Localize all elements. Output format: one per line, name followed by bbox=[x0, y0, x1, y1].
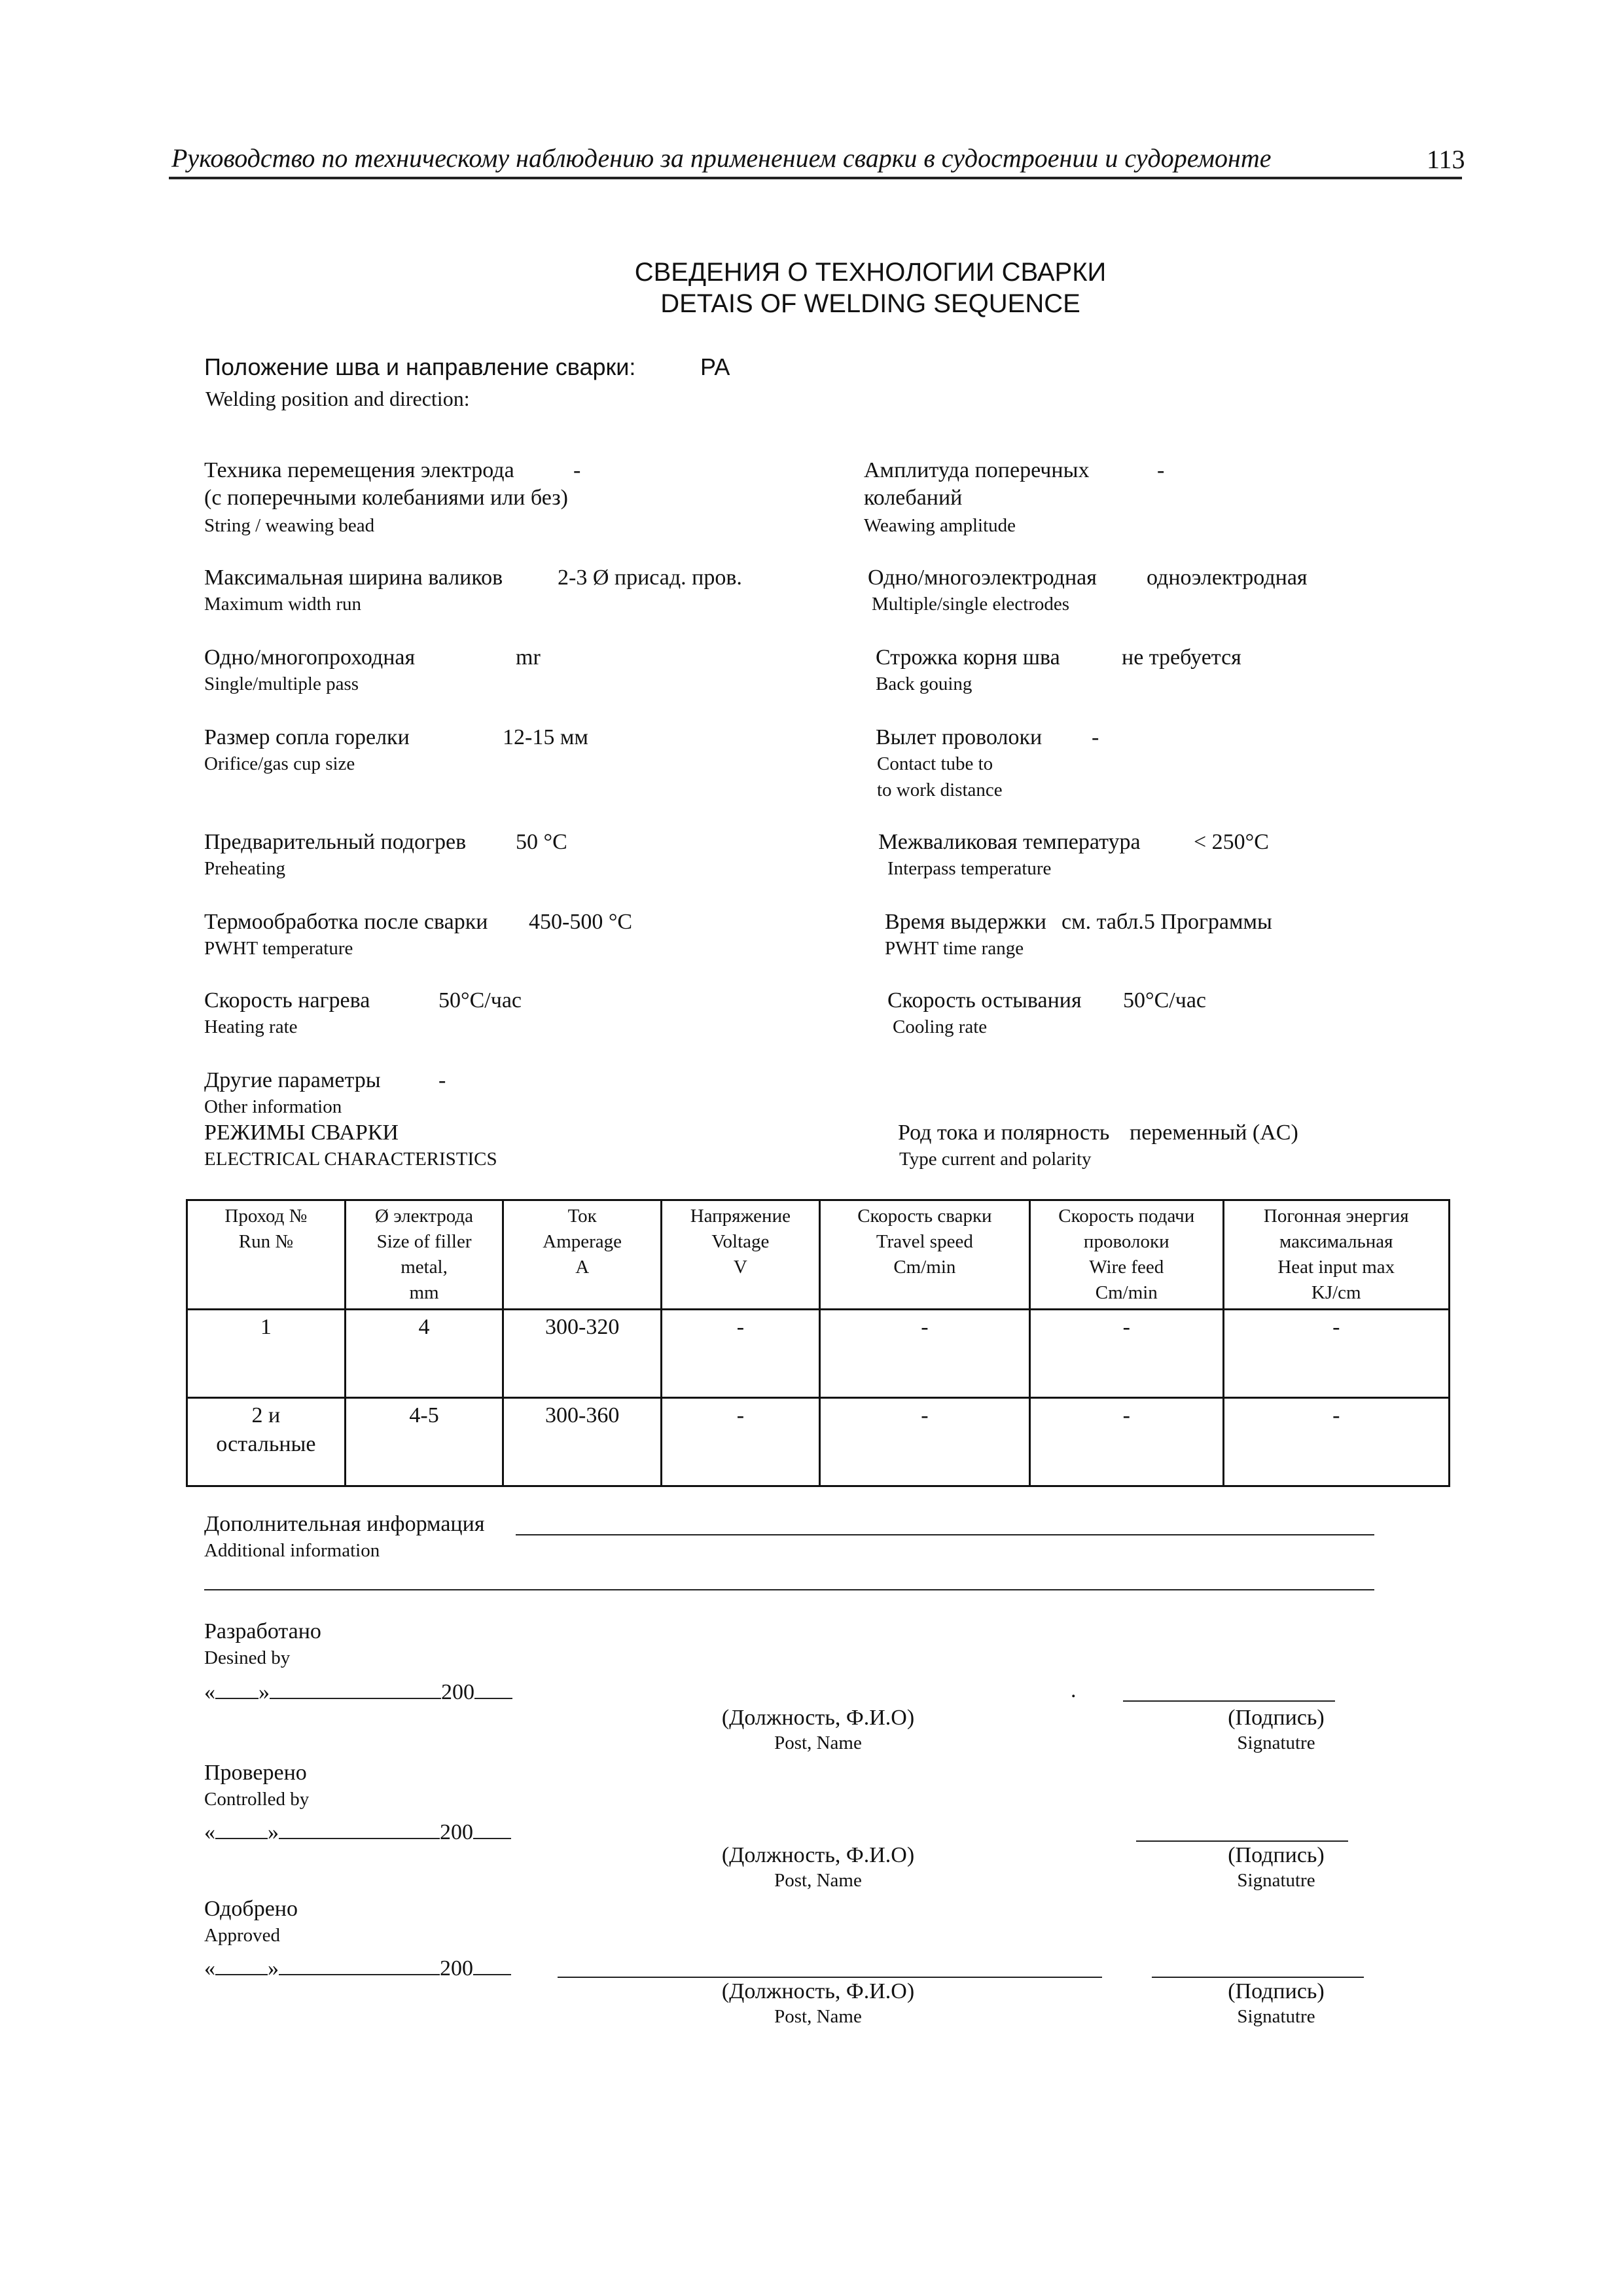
controlled-sign-label-en: Signatutre bbox=[1237, 1870, 1315, 1891]
date-day-blank[interactable] bbox=[215, 1677, 259, 1699]
table-header-cell bbox=[503, 1200, 662, 1310]
designed-sign-label: (Подпись) bbox=[1228, 1706, 1325, 1730]
cell-text: Cm/min bbox=[893, 1257, 956, 1278]
cell-text: 1 bbox=[260, 1315, 272, 1339]
date-close-quote: » bbox=[268, 1956, 279, 1981]
date-year-blank[interactable] bbox=[473, 1817, 511, 1839]
cell-text: Run № bbox=[238, 1231, 293, 1252]
approved-post-label-en: Post, Name bbox=[774, 2006, 862, 2027]
modes-label-en: ELECTRICAL CHARACTERISTICS bbox=[204, 1149, 497, 1170]
date-open-quote: « bbox=[204, 1680, 215, 1704]
approved-label: Одобрено bbox=[204, 1897, 298, 1921]
nozzle-label-en: Orifice/gas cup size bbox=[204, 753, 355, 774]
table-cell bbox=[661, 1398, 819, 1486]
preheat-label-en: Preheating bbox=[204, 858, 286, 879]
cell-text: Wire feed bbox=[1089, 1257, 1164, 1278]
cell-text: Проход № bbox=[224, 1206, 308, 1227]
cell-text: Voltage bbox=[711, 1231, 770, 1252]
table-header-cell bbox=[1030, 1200, 1223, 1310]
other-label-en: Other information bbox=[204, 1096, 342, 1117]
pwht-label-en: PWHT temperature bbox=[204, 938, 353, 959]
heating-rate-value: 50°C/час bbox=[438, 988, 522, 1013]
electrodes-value: одноэлектродная bbox=[1147, 565, 1308, 590]
table-cell bbox=[345, 1398, 503, 1486]
table-cell bbox=[819, 1398, 1029, 1486]
hold-time-label: Время выдержки bbox=[885, 910, 1046, 934]
cooling-rate-label: Скорость остывания bbox=[887, 988, 1082, 1013]
cell-text: Amperage bbox=[543, 1231, 622, 1252]
stickout-label: Вылет проволоки bbox=[876, 725, 1043, 749]
pwht-label: Термообработка после сварки bbox=[204, 910, 488, 934]
designed-sign-label-en: Signatutre bbox=[1237, 1732, 1315, 1753]
passes-value: mr bbox=[516, 645, 541, 670]
cell-text: Heat input max bbox=[1277, 1257, 1395, 1278]
cell-text: mm bbox=[409, 1282, 439, 1303]
cell-text: - bbox=[921, 1315, 929, 1339]
cell-text: 2 и bbox=[251, 1403, 281, 1427]
amplitude-label-en: Weawing amplitude bbox=[864, 515, 1016, 536]
controlled-post-label-en: Post, Name bbox=[774, 1870, 862, 1891]
date-open-quote: « bbox=[204, 1820, 215, 1844]
other-label: Другие параметры bbox=[204, 1068, 381, 1092]
cell-text: V bbox=[733, 1257, 747, 1278]
cell-text: проволоки bbox=[1083, 1231, 1169, 1252]
table-row bbox=[187, 1310, 1450, 1398]
cooling-rate-value: 50°C/час bbox=[1123, 988, 1207, 1013]
controlled-label-en: Controlled by bbox=[204, 1789, 310, 1810]
cell-text: - bbox=[1122, 1315, 1130, 1339]
date-month-blank[interactable] bbox=[279, 1817, 440, 1839]
interpass-label-en: Interpass temperature bbox=[887, 858, 1052, 879]
interpass-label: Межваликовая температура bbox=[878, 830, 1141, 854]
designed-label-en: Desined by bbox=[204, 1647, 291, 1668]
date-year-blank[interactable] bbox=[473, 1953, 511, 1975]
back-gouging-label: Строжка корня шва bbox=[876, 645, 1060, 670]
modes-label: РЕЖИМЫ СВАРКИ bbox=[204, 1121, 399, 1145]
passes-label: Одно/многопроходная bbox=[204, 645, 416, 670]
max-width-label-en: Maximum width run bbox=[204, 594, 362, 615]
cell-text: максимальная bbox=[1279, 1231, 1393, 1252]
cell-text: Travel speed bbox=[876, 1231, 973, 1252]
date-day-blank[interactable] bbox=[215, 1817, 268, 1839]
technique-label: Техника перемещения электрода bbox=[204, 458, 514, 482]
cell-text: - bbox=[921, 1403, 929, 1427]
cell-text: - bbox=[736, 1403, 745, 1427]
technique-value: - bbox=[573, 458, 581, 482]
table-cell bbox=[1030, 1398, 1223, 1486]
current-type-label-en: Type current and polarity bbox=[899, 1149, 1092, 1170]
additional-line-1[interactable] bbox=[516, 1534, 1374, 1535]
page-number: 113 bbox=[1427, 145, 1465, 174]
table-row bbox=[187, 1398, 1450, 1486]
stickout-label-en: Contact tube to bbox=[877, 753, 993, 774]
cell-text: Напряжение bbox=[690, 1206, 791, 1227]
heating-rate-label: Скорость нагрева bbox=[204, 988, 370, 1013]
additional-label-en: Additional information bbox=[204, 1540, 380, 1561]
amplitude-label: Амплитуда поперечных bbox=[864, 458, 1090, 482]
approved-sign-label: (Подпись) bbox=[1228, 1979, 1325, 2003]
current-type-value: переменный (AC) bbox=[1130, 1121, 1298, 1145]
approved-label-en: Approved bbox=[204, 1925, 280, 1946]
date-month-blank[interactable] bbox=[270, 1677, 441, 1699]
cell-text: - bbox=[1332, 1315, 1340, 1339]
date-close-quote: » bbox=[259, 1680, 270, 1704]
cell-text: Ток bbox=[567, 1206, 597, 1227]
controlled-post-label: (Должность, Ф.И.О) bbox=[721, 1843, 915, 1867]
controlled-sign-label: (Подпись) bbox=[1228, 1843, 1325, 1867]
amplitude-label-2: колебаний bbox=[864, 486, 963, 510]
date-year-prefix: 200 bbox=[440, 1956, 473, 1981]
date-open-quote: « bbox=[204, 1956, 215, 1981]
date-close-quote: » bbox=[268, 1820, 279, 1844]
controlled-label: Проверено bbox=[204, 1761, 307, 1785]
cell-text: metal, bbox=[401, 1257, 448, 1278]
stickout-label-en-2: to work distance bbox=[877, 780, 1003, 800]
welding-parameters-table bbox=[186, 1199, 1450, 1487]
cell-text: Скорость сварки bbox=[857, 1206, 992, 1227]
cell-text: Size of filler bbox=[376, 1231, 472, 1252]
amplitude-value: - bbox=[1157, 458, 1165, 482]
hold-time-value: см. табл.5 Программы bbox=[1061, 910, 1272, 934]
approved-post-label: (Должность, Ф.И.О) bbox=[721, 1979, 915, 2003]
nozzle-label: Размер сопла горелки bbox=[204, 725, 410, 749]
table-header-row bbox=[187, 1200, 1450, 1310]
date-month-blank[interactable] bbox=[279, 1953, 440, 1975]
table-cell bbox=[187, 1310, 346, 1398]
current-type-label: Род тока и полярность bbox=[898, 1121, 1110, 1145]
running-title: Руководство по техническому наблюдению за применением сварки в судостроении и судоремонте bbox=[171, 143, 1272, 173]
other-value: - bbox=[438, 1068, 446, 1092]
heating-rate-label-en: Heating rate bbox=[204, 1016, 298, 1037]
passes-label-en: Single/multiple pass bbox=[204, 673, 359, 694]
cell-text: 4 bbox=[418, 1315, 430, 1339]
cell-text: остальные bbox=[216, 1432, 316, 1456]
pwht-value: 450-500 °C bbox=[529, 910, 633, 934]
table-header-cell bbox=[661, 1200, 819, 1310]
back-gouging-value: не требуется bbox=[1122, 645, 1241, 670]
table-cell bbox=[819, 1310, 1029, 1398]
cell-text: 300-360 bbox=[545, 1403, 620, 1427]
cell-text: - bbox=[1122, 1403, 1130, 1427]
position-value: PA bbox=[700, 353, 730, 380]
preheat-value: 50 °C bbox=[516, 830, 567, 854]
table-cell bbox=[345, 1310, 503, 1398]
table-cell bbox=[661, 1310, 819, 1398]
date-year-prefix: 200 bbox=[441, 1680, 474, 1704]
table-header-cell bbox=[1223, 1200, 1449, 1310]
designed-dot: . bbox=[1071, 1678, 1077, 1702]
additional-label: Дополнительная информация bbox=[204, 1512, 485, 1536]
max-width-value: 2-3 Ø присад. пров. bbox=[558, 565, 742, 590]
title-ru: СВЕДЕНИЯ О ТЕХНОЛОГИИ СВАРКИ bbox=[634, 258, 1107, 287]
cell-text: KJ/cm bbox=[1311, 1282, 1361, 1303]
cell-text: Скорость подачи bbox=[1058, 1206, 1195, 1227]
header-rule bbox=[169, 177, 1462, 179]
designed-date[interactable] bbox=[204, 1677, 512, 1706]
table-header-cell bbox=[187, 1200, 346, 1310]
cell-text: Cm/min bbox=[1095, 1282, 1158, 1303]
cell-text: 300-320 bbox=[545, 1315, 620, 1339]
controlled-date[interactable] bbox=[204, 1817, 511, 1846]
table-header-cell bbox=[345, 1200, 503, 1310]
designed-signature-line[interactable] bbox=[1123, 1700, 1335, 1702]
date-year-prefix: 200 bbox=[440, 1820, 473, 1844]
cell-text: - bbox=[1332, 1403, 1340, 1427]
table-cell bbox=[503, 1398, 662, 1486]
electrodes-label-en: Multiple/single electrodes bbox=[872, 594, 1070, 615]
position-label-en: Welding position and direction: bbox=[205, 387, 470, 410]
approved-date[interactable] bbox=[204, 1953, 511, 1982]
designed-label: Разработано bbox=[204, 1619, 321, 1643]
cell-text: 4-5 bbox=[409, 1403, 439, 1427]
stickout-value: - bbox=[1092, 725, 1099, 749]
technique-label-en: String / weawing bead bbox=[204, 515, 375, 536]
designed-post-label-en: Post, Name bbox=[774, 1732, 862, 1753]
preheat-label: Предварительный подогрев bbox=[204, 830, 467, 854]
cell-text: Ø электрода bbox=[375, 1206, 474, 1227]
table-cell bbox=[1030, 1310, 1223, 1398]
table-cell bbox=[187, 1398, 346, 1486]
date-day-blank[interactable] bbox=[215, 1953, 268, 1975]
cell-text: - bbox=[736, 1315, 745, 1339]
table-cell bbox=[1223, 1398, 1449, 1486]
table-cell bbox=[503, 1310, 662, 1398]
table-header-cell bbox=[819, 1200, 1029, 1310]
approved-sign-label-en: Signatutre bbox=[1237, 2006, 1315, 2027]
additional-line-2[interactable] bbox=[204, 1589, 1374, 1590]
electrodes-label: Одно/многоэлектродная bbox=[868, 565, 1097, 590]
technique-label-2: (с поперечными колебаниями или без) bbox=[204, 486, 568, 510]
interpass-value: < 250°C bbox=[1194, 830, 1269, 854]
back-gouging-label-en: Back gouing bbox=[876, 673, 972, 694]
max-width-label: Максимальная ширина валиков bbox=[204, 565, 503, 590]
cooling-rate-label-en: Cooling rate bbox=[893, 1016, 988, 1037]
hold-time-label-en: PWHT time range bbox=[885, 938, 1024, 959]
cell-text: Погонная энергия bbox=[1263, 1206, 1409, 1227]
designed-post-label: (Должность, Ф.И.О) bbox=[721, 1706, 915, 1730]
date-year-blank[interactable] bbox=[474, 1677, 512, 1699]
table-cell bbox=[1223, 1310, 1449, 1398]
nozzle-value: 12-15 мм bbox=[503, 725, 588, 749]
cell-text: A bbox=[575, 1257, 590, 1278]
position-label: Положение шва и направление сварки: bbox=[204, 353, 636, 380]
title-en: DETAIS OF WELDING SEQUENCE bbox=[660, 289, 1080, 318]
